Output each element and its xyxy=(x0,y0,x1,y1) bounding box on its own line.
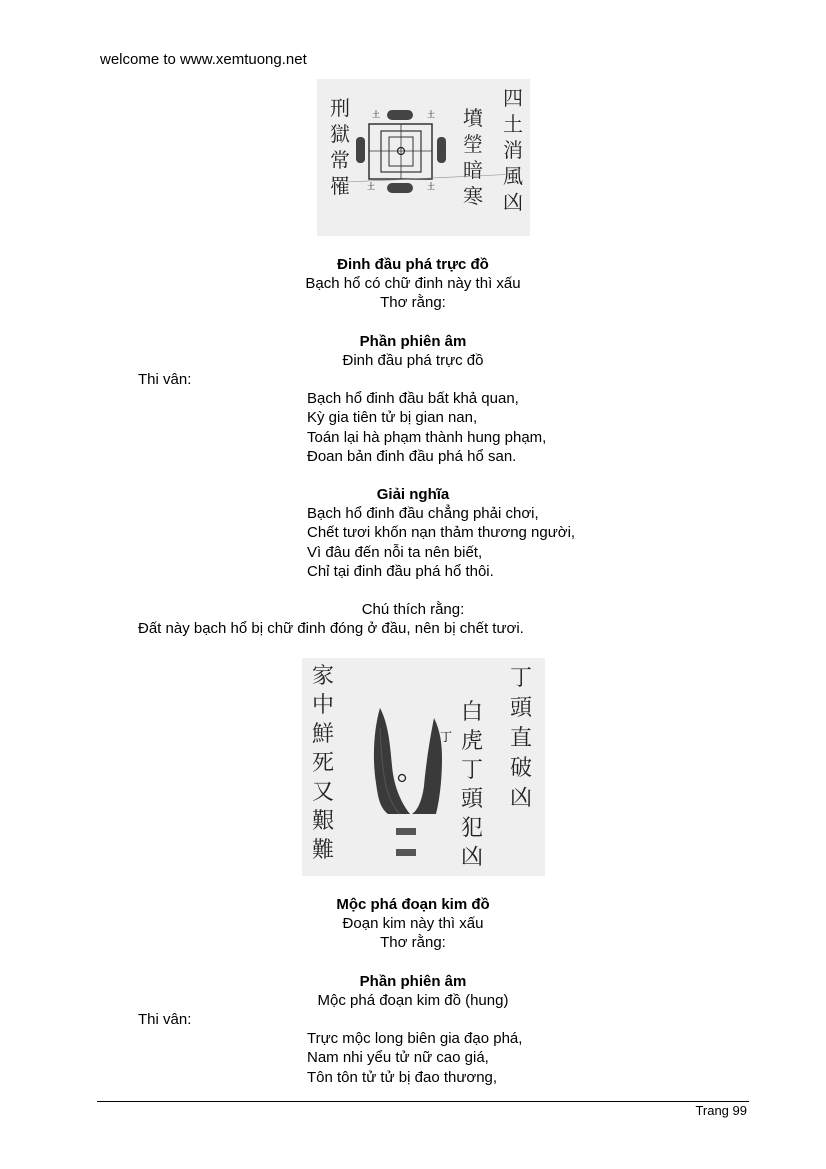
feng-shui-diagram-1 xyxy=(317,79,530,236)
figure-1-right-column-2: 墳塋暗寒 xyxy=(463,106,483,208)
section-1-chu-thich-heading: Chú thích rằng: xyxy=(361,601,465,618)
section-2-phien-am-line: Tôn tôn tử tử bị đao thương, xyxy=(307,1069,498,1086)
figure-1-layout-drawing xyxy=(317,79,530,236)
section-2-subtitle: Đoạn kim này thì xấu xyxy=(342,915,484,932)
figure-2-mark: 丁 xyxy=(440,730,453,744)
section-2-phien-am-heading: Phần phiên âm xyxy=(359,973,467,990)
figure-1-mark: 土 xyxy=(367,182,375,191)
figure-2-layout-drawing xyxy=(302,658,545,876)
section-1-phien-am-line: Toán lại hà phạm thành hung phạm, xyxy=(307,429,547,446)
section-1-thi-van-label: Thi vân: xyxy=(138,371,192,388)
section-1-giai-nghia-line: Chỉ tại đinh đầu phá hổ thôi. xyxy=(307,563,494,580)
section-1-giai-nghia-line: Bạch hổ đinh đầu chẳng phải chơi, xyxy=(307,505,539,522)
figure-1-right-column-1: 四土消風凶 xyxy=(503,86,523,214)
figure-1-left-column: 刑獄常罹 xyxy=(330,96,350,198)
footer-divider xyxy=(97,1101,749,1102)
section-1-phien-am-line: Kỳ gia tiên tử bị gian nan, xyxy=(307,409,478,426)
section-1-phien-am-heading: Phần phiên âm xyxy=(359,333,467,350)
figure-2-right-column-2: 白虎丁頭犯凶 xyxy=(460,700,483,870)
section-2-phien-am-title: Mộc phá đoạn kim đồ (hung) xyxy=(317,992,509,1009)
section-1-giai-nghia-line: Vì đâu đến nỗi ta nên biết, xyxy=(307,544,483,561)
section-1-giai-nghia-line: Chết tươi khốn nạn thảm thương người, xyxy=(307,524,576,541)
figure-1-mark: 土 xyxy=(427,182,435,191)
section-1-subtitle: Bạch hổ có chữ đinh này thì xấu xyxy=(305,275,521,292)
section-1-phien-am-line: Bạch hổ đinh đầu bất khả quan, xyxy=(307,390,519,407)
figure-1-mark: 土 xyxy=(372,110,380,119)
figure-2-left-column: 家中鮮死又艱難 xyxy=(311,664,334,863)
section-1-title: Đinh đầu phá trực đồ xyxy=(337,256,489,273)
site-header-text: welcome to www.xemtuong.net xyxy=(100,51,307,68)
section-1-phien-am-title: Đinh đầu phá trực đồ xyxy=(342,352,484,369)
figure-2-right-column-1: 丁頭直破凶 xyxy=(509,666,532,811)
page-number: Trang 99 xyxy=(695,1103,747,1118)
section-2-phien-am-line: Nam nhi yểu tử nữ cao giá, xyxy=(307,1049,489,1066)
figure-1-mark: 土 xyxy=(427,110,435,119)
section-1-giai-nghia-heading: Giải nghĩa xyxy=(376,486,450,503)
section-1-phien-am-line: Đoan bản đinh đầu phá hổ san. xyxy=(307,448,517,465)
section-1-chu-thich-text: Đất này bạch hổ bị chữ đinh đóng ở đầu, nên bị chết tươi. xyxy=(138,620,524,637)
section-2-poem-intro: Thơ rằng: xyxy=(380,934,446,951)
section-2-thi-van-label: Thi vân: xyxy=(138,1011,192,1028)
section-1-poem-intro: Thơ rằng: xyxy=(380,294,446,311)
section-2-phien-am-line: Trực mộc long biên gia đạo phá, xyxy=(307,1030,523,1047)
feng-shui-diagram-2 xyxy=(302,658,545,876)
section-2-title: Mộc phá đoạn kim đồ xyxy=(336,896,490,913)
